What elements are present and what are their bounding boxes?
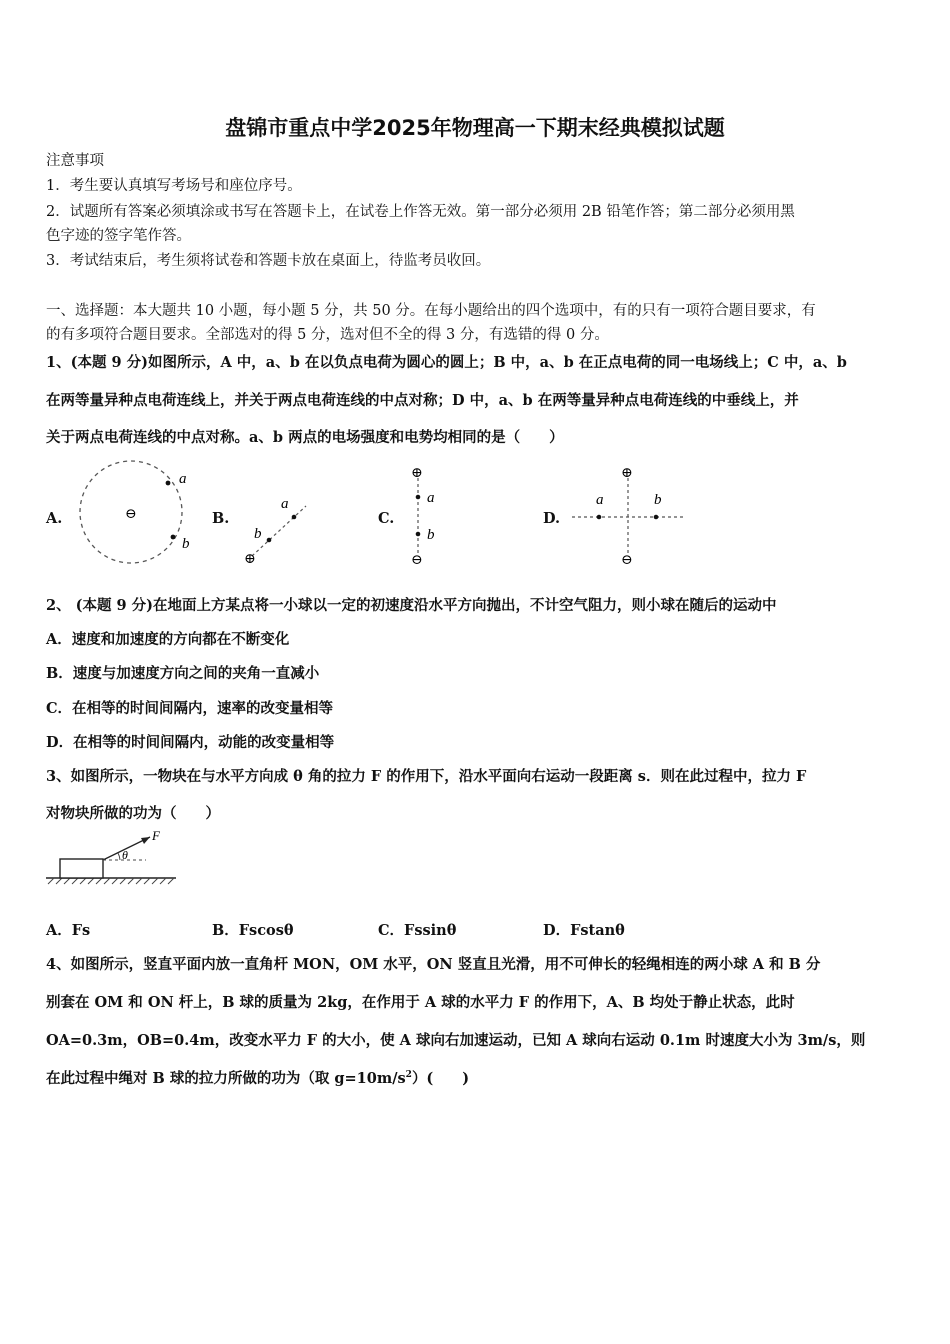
q4-line1: 4、如图所示，竖直平面内放一直角杆 MON，OM 水平，ON 竖直且光滑，用不可伸长的轻绳相连的两小球 A 和 B 分: [46, 956, 821, 973]
point-a: [292, 515, 297, 520]
point-a: [597, 515, 602, 520]
q4-line3: OA=0.3m，OB=0.4m，改变水平力 F 的大小，使 A 球向右加速运动，已知 A 球向右运动 0.1m 时速度大小为 3m/s，则: [46, 1032, 866, 1049]
q4-line4-end: ）( ): [411, 1070, 470, 1087]
label-a: a: [281, 496, 289, 512]
q2-stem: 2、 (本题 9 分)在地面上方某点将一小球以一定的初速度沿水平方向抛出，不计空气阻力，则小球在随后的运动中: [46, 597, 777, 614]
q1-line2: 在两等量异种点电荷连线上，并关于两点电荷连线的中点对称；D 中，a、b 在两等量异种点电荷连线的中垂线上，并: [46, 392, 799, 409]
q1-option-a-label: A.: [46, 510, 63, 527]
notice-item-2-cont: 色字迹的签字笔作答。: [46, 228, 191, 244]
block: [60, 859, 103, 878]
q1-figure-c: [405, 462, 455, 570]
section-intro-line2: 的有多项符合题目要求。全部选对的得 5 分，选对但不全的得 3 分，有选错的得 0 分。: [46, 327, 609, 343]
q1-line1: 1、(本题 9 分)如图所示，A 中，a、b 在以负点电荷为圆心的圆上；B 中，a、b 在正点电荷的同一电场线上；C 中，a、b: [46, 354, 847, 371]
q4-line4: [46, 1067, 469, 1088]
q3-option-a: A．Fs: [46, 922, 91, 939]
plus-charge-icon: ⊕: [621, 466, 633, 481]
q1-figure-d: [570, 462, 690, 570]
point-b: [416, 532, 421, 537]
q4-superscript: 2: [405, 1070, 412, 1081]
q4-line4-text: 在此过程中绳对 B 球的拉力所做的功为（取 g=10m/s: [46, 1070, 406, 1087]
label-b: b: [654, 492, 662, 508]
minus-charge-icon: ⊖: [621, 553, 633, 568]
q2-option-d: D．在相等的时间间隔内，动能的改变量相等: [46, 734, 335, 751]
label-b: b: [427, 527, 435, 543]
label-a: a: [427, 490, 435, 506]
q1-option-c-label: C.: [378, 510, 395, 527]
q2-option-b: B．速度与加速度方向之间的夹角一直减小: [46, 665, 320, 682]
q3-option-c: C．Fssinθ: [378, 922, 457, 939]
angle-label: θ: [122, 848, 128, 862]
notice-heading: 注意事项: [46, 153, 104, 169]
label-a: a: [179, 471, 187, 487]
label-a: a: [596, 492, 604, 508]
q2-option-c: C．在相等的时间间隔内，速率的改变量相等: [46, 700, 334, 717]
plus-charge-icon: ⊕: [411, 466, 423, 481]
notice-item-1: 1．考生要认真填写考场号和座位序号。: [46, 178, 302, 194]
point-b: [171, 535, 176, 540]
label-b: b: [254, 526, 262, 542]
label-b: b: [182, 536, 190, 552]
q3-figure: [46, 830, 180, 890]
q4-line2: 别套在 OM 和 ON 杆上，B 球的质量为 2kg，在作用于 A 球的水平力 F 的作用下，A、B 均处于静止状态，此时: [46, 994, 795, 1011]
q1-line3: 关于两点电荷连线的中点对称。a、b 两点的电场强度和电势均相同的是（ ）: [46, 429, 564, 446]
point-a: [416, 495, 421, 500]
ground-hatching: [48, 878, 174, 884]
q3-line1: 3、如图所示，一物块在与水平方向成 θ 角的拉力 F 的作用下，沿水平面向右运动一段距离 s．则在此过程中，拉力 F: [46, 768, 807, 785]
q3-line2: 对物块所做的功为（ ）: [46, 805, 220, 822]
q1-option-b-label: B.: [212, 510, 230, 527]
page-title: 盘锦市重点中学2025年物理高一下期末经典模拟试题: [225, 116, 725, 140]
q1-figure-b: [238, 490, 318, 570]
force-label: F: [152, 828, 160, 843]
arrow-head-icon: [141, 837, 150, 844]
q1-option-d-label: D.: [543, 510, 561, 527]
notice-item-3: 3．考试结束后，考生须将试卷和答题卡放在桌面上，待监考员收回。: [46, 253, 491, 269]
notice-item-2: 2．试题所有答案必须填涂或书写在答题卡上，在试卷上作答无效。第一部分必须用 2B 铅笔作答；第二部分必须用黑: [46, 204, 795, 220]
q2-option-a: A．速度和加速度的方向都在不断变化: [46, 631, 290, 648]
minus-charge-icon: ⊖: [125, 507, 137, 522]
q3-option-b: B．Fscosθ: [212, 922, 294, 939]
point-b: [267, 538, 272, 543]
q3-option-d: D．Fstanθ: [543, 922, 625, 939]
minus-charge-icon: ⊖: [411, 553, 423, 568]
point-a: [166, 481, 171, 486]
q1-figure-a: [75, 458, 195, 568]
point-b: [654, 515, 659, 520]
angle-arc: [118, 853, 120, 860]
section-intro-line1: 一、选择题：本大题共 10 小题，每小题 5 分，共 50 分。在每小题给出的四个选项中，有的只有一项符合题目要求，有: [46, 303, 816, 319]
plus-charge-icon: ⊕: [244, 552, 256, 567]
